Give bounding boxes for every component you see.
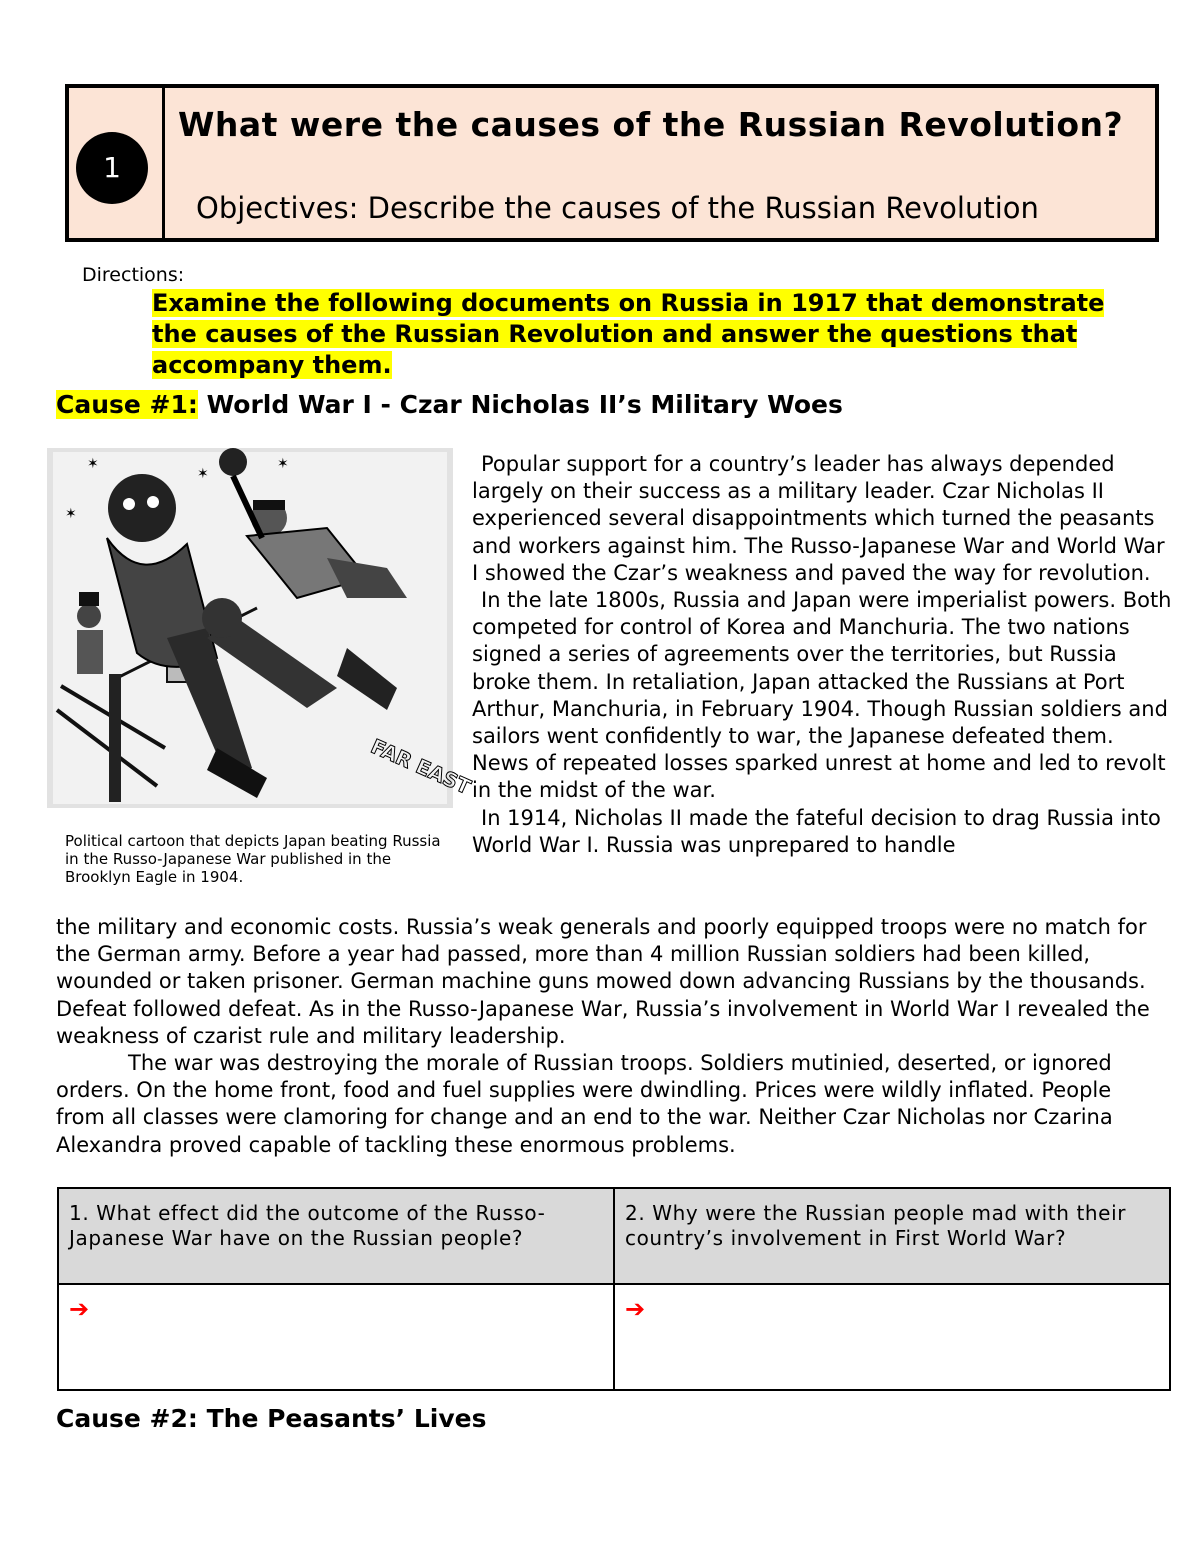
cause1-heading: [56, 390, 843, 419]
directions-label: Directions:: [82, 264, 185, 286]
arrow-right-icon: ➔: [625, 1295, 646, 1323]
svg-text:✶: ✶: [277, 456, 289, 472]
svg-text:✶: ✶: [197, 466, 209, 482]
section-number-badge: 1: [76, 132, 148, 204]
cause1-body-column: [472, 451, 1172, 859]
cause1-title: World War I - Czar Nicholas II’s Military Woes: [197, 390, 843, 419]
cartoon-caption: Political cartoon that depicts Japan beating Russia in the Russo-Japanese War published in the Brooklyn Eagle in 1904.: [65, 832, 441, 886]
questions-table: [57, 1187, 1171, 1391]
answers-row: [58, 1284, 1170, 1390]
question-2: 2. Why were the Russian people mad with their country’s involvement in First World War?: [614, 1188, 1170, 1284]
svg-text:✶: ✶: [65, 506, 77, 522]
arrow-right-icon: ➔: [69, 1295, 90, 1323]
political-cartoon-image: [47, 448, 475, 808]
cause1-body-full: [56, 914, 1166, 1159]
paragraph-4: The war was destroying the morale of Russian troops. Soldiers mutinied, deserted, or ignored orders. On the home front, food and fuel supplies were dwindling. Prices were wildly inflated. People from all classes were clamoring for change and an end to the war. Neither Czar Nicholas nor Czarina Alexandra proved capable of tackling these enormous problems.: [56, 1051, 1113, 1157]
svg-text:✶: ✶: [87, 456, 99, 472]
paragraph-3-start: In 1914, Nicholas II made the fateful decision to drag Russia into World War I. Russia was unprepared to handle: [472, 805, 1161, 857]
objectives: Objectives: Describe the causes of the Russian Revolution: [196, 191, 1039, 225]
answer-1-cell[interactable]: [58, 1284, 614, 1390]
directions-highlight: Examine the following documents on Russia in 1917 that demonstrate the causes of the Russian Revolution and answer the questions that accompany them.: [152, 289, 1105, 379]
paragraph-2: In the late 1800s, Russia and Japan were imperialist powers. Both competed for control of Korea and Manchuria. The two nations signed a series of agreements over the territories, but Russia broke them. In retaliation, Japan attacked the Russians at Port Arthur, Manchuria, in February 1904. Though Russian soldiers and sailors went confidently to war, the Japanese defeated them. News of repeated losses sparked unrest at home and led to revolt in the midst of the war.: [472, 588, 1172, 803]
paragraph-1: Popular support for a country’s leader has always depended largely on their success as a military leader. Czar Nicholas II experienced several disappointments which turned the peasants and workers against him. The Russo-Japanese War and World War I showed the Czar’s weakness and paved the way for revolution.: [472, 452, 1165, 585]
cause2-heading: Cause #2: The Peasants’ Lives: [56, 1404, 487, 1433]
answer-2-cell[interactable]: [614, 1284, 1170, 1390]
header-box: [65, 84, 1159, 242]
question-1: 1. What effect did the outcome of the Russo-Japanese War have on the Russian people?: [58, 1188, 614, 1284]
questions-row: [58, 1188, 1170, 1284]
directions-text: [152, 288, 1132, 381]
paragraph-3-rest: the military and economic costs. Russia’s weak generals and poorly equipped troops were no match for the German army. Before a year had passed, more than 4 million Russian soldiers had been killed, wounded or taken prisoner. German machine guns mowed down advancing Russians by the thousands. Defeat followed defeat. As in the Russo-Japanese War, Russia’s involvement in World War I revealed the weakness of czarist rule and military leadership.: [56, 915, 1150, 1048]
header-badge-cell: [69, 88, 165, 238]
cause1-label: Cause #1:: [56, 390, 198, 419]
page-title: What were the causes of the Russian Revolution?: [178, 105, 1124, 144]
cartoon-sign-text: FAR EAST: [367, 733, 475, 800]
